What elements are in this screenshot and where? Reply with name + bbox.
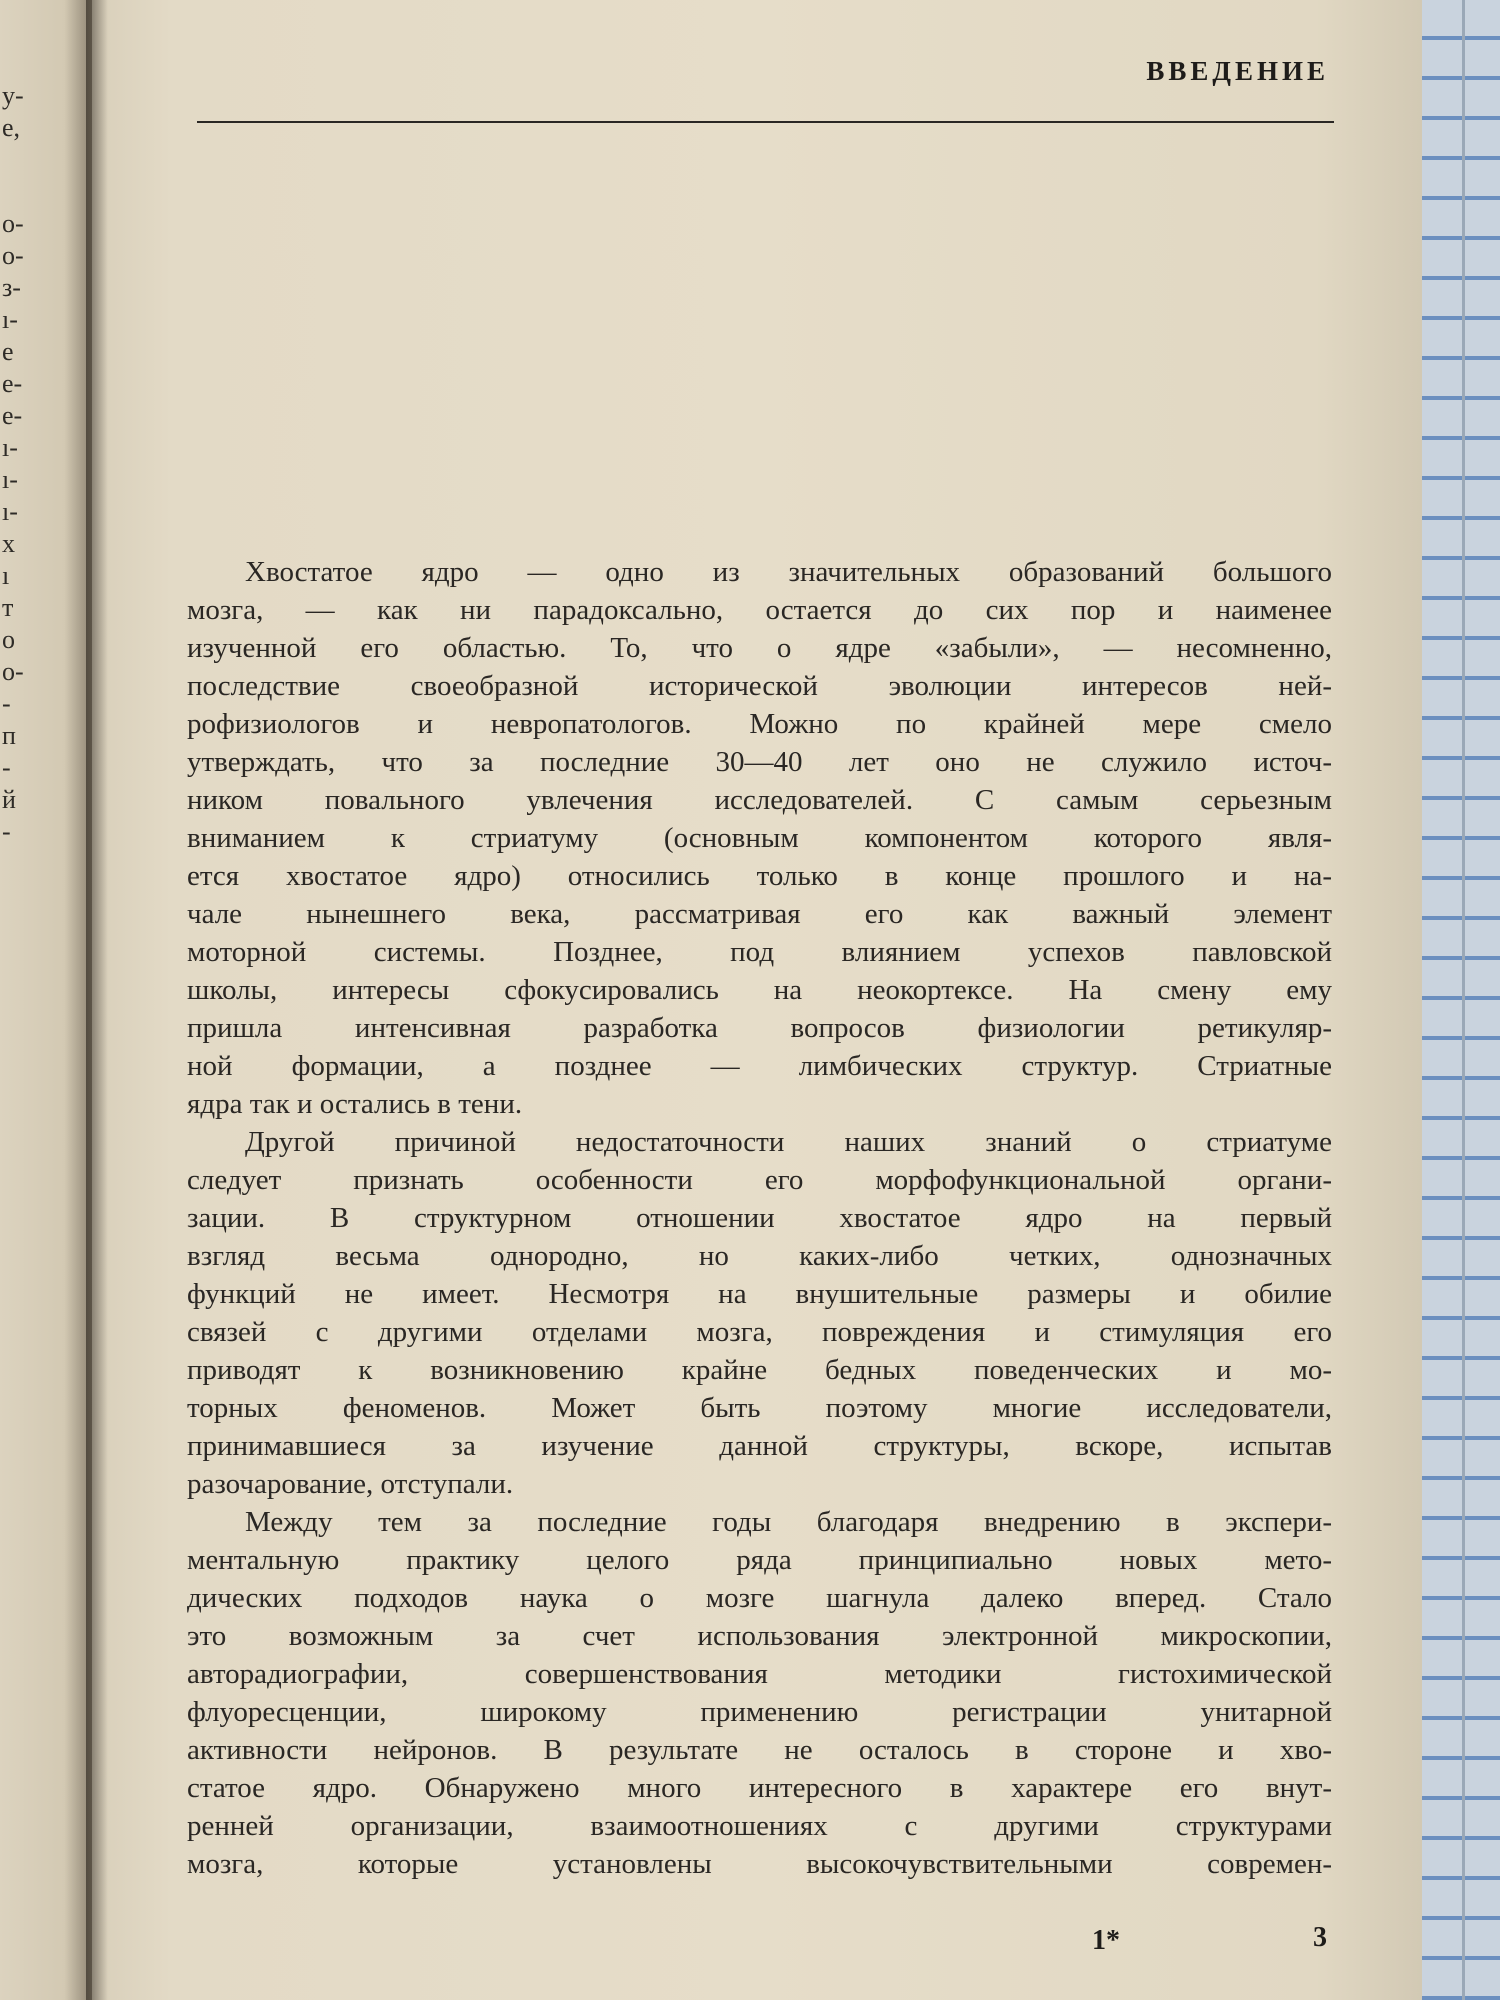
text-line: мозга, — как ни парадоксально, остается до сих пор и наименее <box>187 594 1332 626</box>
paragraph <box>187 553 1332 1123</box>
facing-page-fragment: о- <box>2 657 24 686</box>
text-line: мозга, которые установлены высокочувствительными современ- <box>187 1848 1332 1880</box>
text-line: активности нейронов. В результате не осталось в стороне и хво- <box>187 1734 1332 1766</box>
notebook-backdrop <box>1420 0 1500 2000</box>
text-line: флуоресценции, широкому применению регистрации унитарной <box>187 1696 1332 1728</box>
facing-page-fragment: о <box>2 625 15 654</box>
text-line: следует признать особенности его морфофункциональной органи- <box>187 1164 1332 1196</box>
text-line: дических подходов наука о мозге шагнула далеко вперед. Стало <box>187 1582 1332 1614</box>
facing-page-fragment: т <box>2 593 14 622</box>
text-line: Другой причиной недостаточности наших знаний о стриатуме <box>245 1126 1332 1158</box>
facing-page-fragment: х <box>2 529 15 558</box>
facing-page-fragment: о- <box>2 241 24 270</box>
text-line: Хвостатое ядро — одно из значительных образований большого <box>245 556 1332 588</box>
facing-page-fragment: п <box>2 721 16 750</box>
text-line: ником повального увлечения исследователей. С самым серьезным <box>187 784 1332 816</box>
text-line: рофизиологов и невропатологов. Можно по крайней мере смело <box>187 708 1332 740</box>
facing-page-fragment: е <box>2 337 14 366</box>
text-line: ется хвостатое ядро) относились только в конце прошлого и на- <box>187 860 1332 892</box>
facing-page-fragment: ı <box>2 561 10 590</box>
text-line: вниманием к стриатуму (основным компонентом которого явля- <box>187 822 1332 854</box>
text-line: изученной его областью. То, что о ядре «забыли», — несомненно, <box>187 632 1332 664</box>
facing-page-fragment: ı- <box>2 433 18 462</box>
facing-page-fragment: у- <box>2 81 24 110</box>
signature-mark: 1* <box>1092 1925 1120 1956</box>
facing-page-fragment: - <box>2 753 11 782</box>
text-line: последствие своеобразной исторической эволюции интересов ней- <box>187 670 1332 702</box>
facing-page-fragment: з- <box>2 273 21 302</box>
text-line: Между тем за последние годы благодаря внедрению в экспери- <box>245 1506 1332 1538</box>
page-number: 3 <box>1313 1922 1327 1953</box>
text-line: ядра так и остались в тени. <box>187 1088 523 1120</box>
body-text <box>187 553 1332 1883</box>
paragraph <box>187 1503 1332 1883</box>
text-line: ренней организации, взаимоотношениях с другими структурами <box>187 1810 1332 1842</box>
facing-page-fragment: ı- <box>2 465 18 494</box>
running-head-title: ВВЕДЕНИЕ <box>1146 56 1329 86</box>
notebook-margin-line <box>1462 0 1465 2000</box>
text-line: это возможным за счет использования электронной микроскопии, <box>187 1620 1332 1652</box>
paragraph <box>187 1123 1332 1503</box>
facing-page-fragment: - <box>2 817 11 846</box>
text-line: торных феноменов. Может быть поэтому многие исследователи, <box>187 1392 1332 1424</box>
facing-page-fragment: е- <box>2 401 23 430</box>
facing-page-edge <box>0 0 92 2000</box>
text-line: взгляд весьма однородно, но каких-либо четких, однозначных <box>187 1240 1332 1272</box>
text-line: ной формации, а позднее — лимбических структур. Стриатные <box>187 1050 1332 1082</box>
text-line: авторадиографии, совершенствования методики гистохимической <box>187 1658 1332 1690</box>
facing-page-fragment: - <box>2 689 11 718</box>
text-line: школы, интересы сфокусировались на неокортексе. На смену ему <box>187 974 1332 1006</box>
facing-page-fragment: ı- <box>2 305 18 334</box>
facing-page-fragment: й <box>2 785 16 814</box>
text-line: статое ядро. Обнаружено много интересного в характере его внут- <box>187 1772 1332 1804</box>
text-line: принимавшиеся за изучение данной структуры, вскоре, испытав <box>187 1430 1332 1462</box>
facing-page-fragment: о- <box>2 209 24 238</box>
text-line: разочарование, отступали. <box>187 1468 514 1500</box>
text-line: ментальную практику целого ряда принципиально новых мето- <box>187 1544 1332 1576</box>
text-line: связей с другими отделами мозга, повреждения и стимуляция его <box>187 1316 1332 1348</box>
text-line: утверждать, что за последние 30—40 лет оно не служило источ- <box>187 746 1332 778</box>
facing-page-fragment: ı- <box>2 497 18 526</box>
facing-page-fragment: е- <box>2 369 23 398</box>
text-line: приводят к возникновению крайне бедных поведенческих и мо- <box>187 1354 1332 1386</box>
facing-page-fragment: е, <box>2 113 21 142</box>
book-page <box>92 0 1422 2000</box>
text-line: пришла интенсивная разработка вопросов физиологии ретикуляр- <box>187 1012 1332 1044</box>
text-line: моторной системы. Позднее, под влиянием успехов павловской <box>187 936 1332 968</box>
header-rule <box>197 121 1334 123</box>
text-line: чале нынешнего века, рассматривая его как важный элемент <box>187 898 1332 930</box>
binding-gutter-shadow <box>86 0 108 2000</box>
text-line: функций не имеет. Несмотря на внушительные размеры и обилие <box>187 1278 1332 1310</box>
text-line: зации. В структурном отношении хвостатое ядро на первый <box>187 1202 1332 1234</box>
